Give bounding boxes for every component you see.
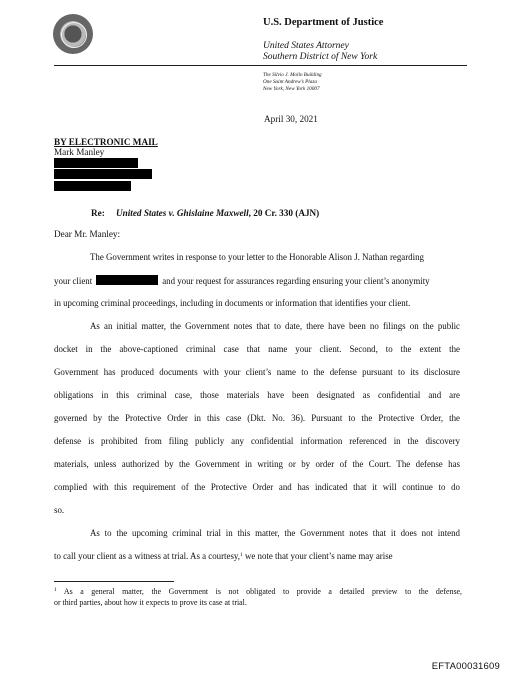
footnote-ref[interactable]: 1 — [240, 552, 243, 558]
body-line: The Government writes in response to your letter to the Honorable Alison J. Nathan regarding — [90, 252, 424, 262]
footnote-mark: 1 — [54, 587, 57, 593]
bates-number: EFTA00031609 — [431, 661, 500, 672]
address-line-1: The Silvio J. Mollo Building — [263, 72, 322, 78]
redaction-box — [96, 275, 158, 285]
doj-seal-icon — [53, 14, 93, 54]
body-line: materials, unless authorized by the Government in writing or by order of the Court. The defense has — [54, 459, 460, 469]
body-line: governed by the Protective Order in this case (Dkt. No. 36). Pursuant to the Protective Order, the — [54, 413, 460, 423]
redaction-box — [54, 169, 152, 179]
body-line: Government has produced documents with your client’s name to the defense pursuant to its disclosure — [54, 367, 460, 377]
body-line: in upcoming criminal proceedings, including in documents or information that identifies your client. — [54, 298, 411, 308]
redaction-box — [54, 181, 131, 191]
recipient-name: Mark Manley — [54, 147, 105, 157]
delivery-method: BY ELECTRONIC MAIL — [54, 137, 158, 147]
office-line-1: United States Attorney — [263, 41, 349, 51]
case-number: , 20 Cr. 330 (AJN) — [248, 208, 320, 218]
header-rule — [54, 65, 467, 66]
body-text: we note that your client’s name may arise — [242, 551, 393, 561]
body-line: complied with this requirement of the Protective Order and has indicated that it will continue to do — [54, 482, 460, 492]
redaction-box — [54, 158, 138, 168]
footnote-line — [54, 587, 462, 597]
body-line: obligations in this criminal case, those materials have been designated as confidential and are — [54, 390, 460, 400]
case-caption — [116, 208, 319, 218]
body-line: docket in the above-captioned criminal case that name your client. Second, to the extent the — [54, 344, 460, 354]
address-line-3: New York, New York 10007 — [263, 86, 320, 92]
body-text: to call your client as a witness at trial. As a courtesy, — [54, 551, 240, 561]
department-name: U.S. Department of Justice — [263, 17, 384, 28]
body-text: your client — [54, 276, 93, 286]
office-line-2: Southern District of New York — [263, 52, 378, 62]
body-text: and your request for assurances regarding ensuring your client’s anonymity — [162, 276, 430, 286]
body-line — [54, 275, 460, 286]
case-name: United States v. Ghislaine Maxwell — [116, 208, 249, 218]
footnote-rule — [54, 581, 174, 582]
body-line: defense is prohibited from filing publicly any confidential information referenced in the discovery — [54, 436, 460, 446]
salutation: Dear Mr. Manley: — [54, 229, 121, 239]
body-line — [54, 551, 460, 561]
address-line-2: One Saint Andrew’s Plaza — [263, 79, 317, 85]
body-line: As an initial matter, the Government notes that to date, there have been no filings on the public — [90, 321, 460, 331]
letter-date: April 30, 2021 — [264, 114, 318, 124]
footnote-line: or third parties, about how it expects to prove its case at trial. — [54, 598, 247, 607]
re-label: Re: — [91, 208, 105, 218]
body-line: As to the upcoming criminal trial in this matter, the Government notes that it does not intend — [90, 528, 460, 538]
body-line: so. — [54, 505, 65, 515]
footnote-text: As a general matter, the Government is not obligated to provide a detailed preview to the defense, — [56, 587, 462, 596]
